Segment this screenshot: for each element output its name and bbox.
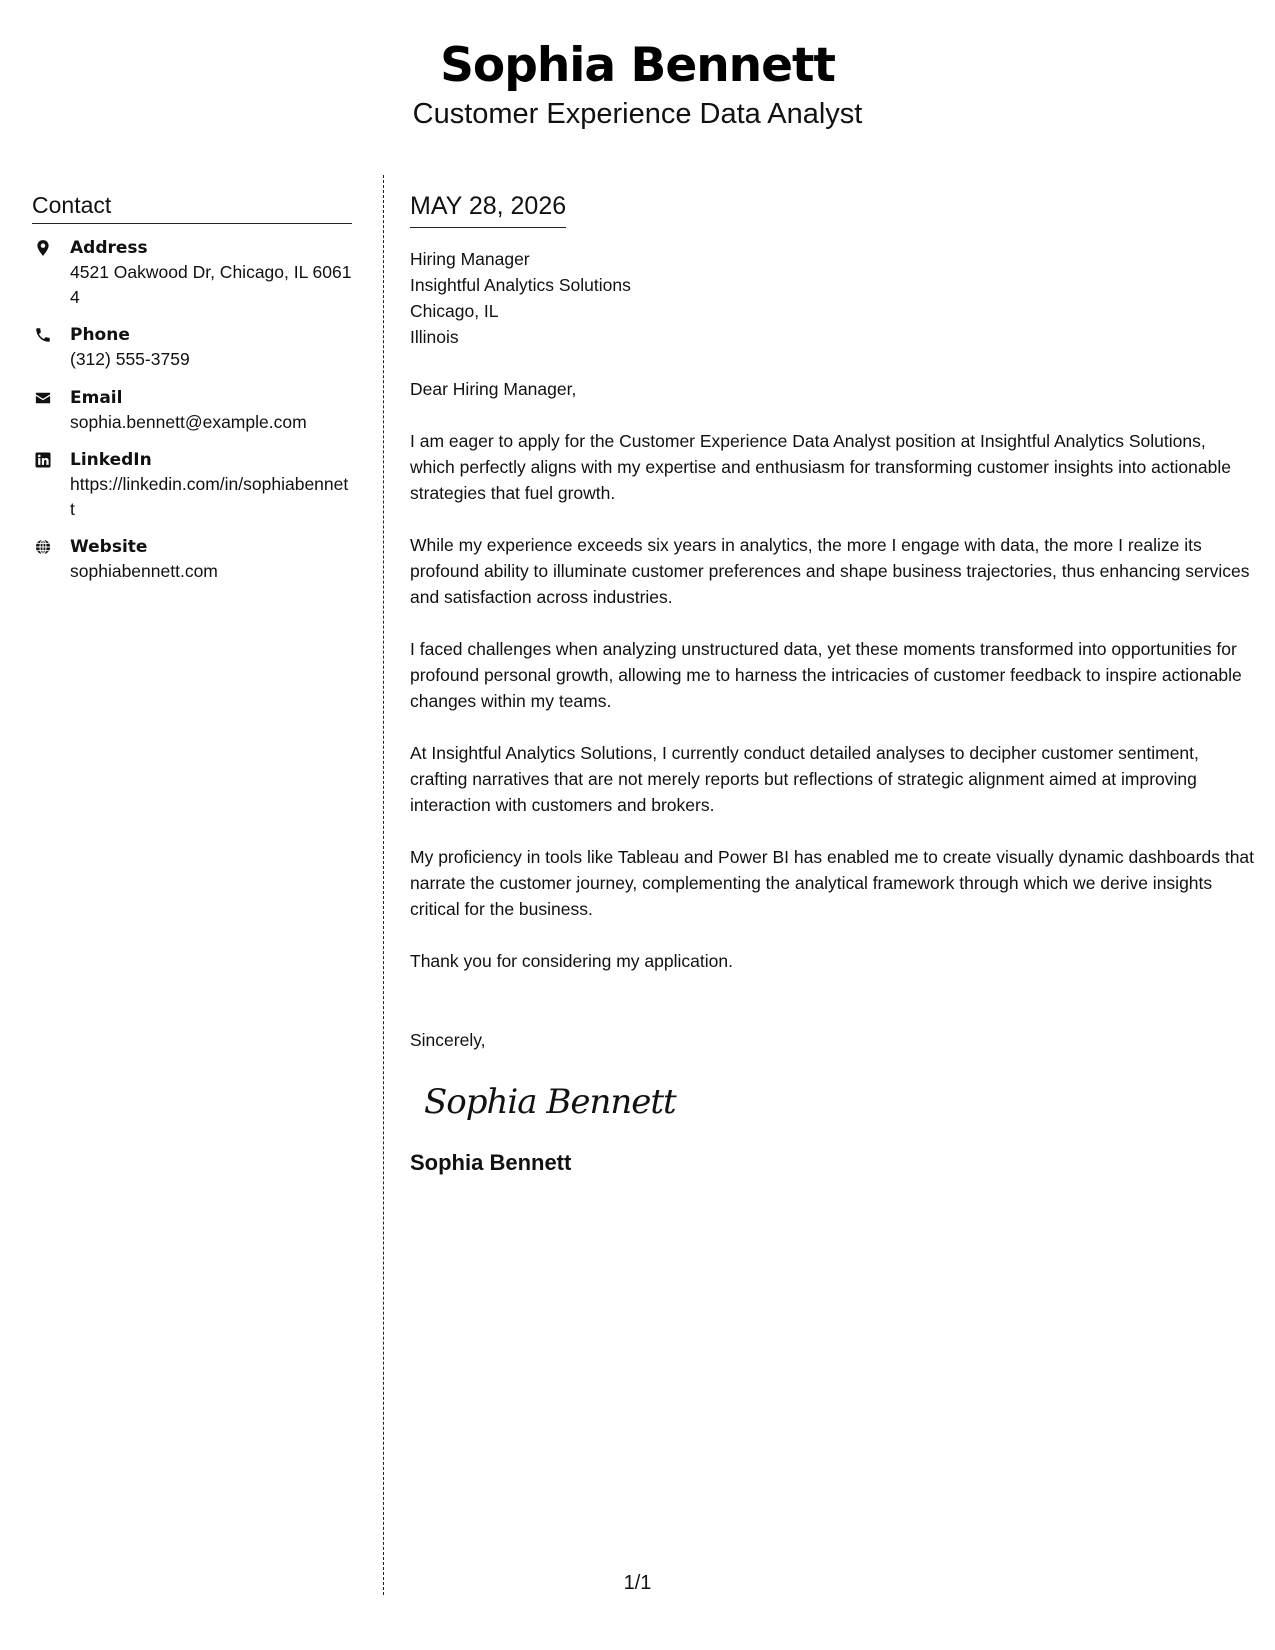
letter-body [410, 190, 1255, 1177]
recipient-line: Illinois [410, 327, 459, 347]
linkedin-label: LinkedIn [70, 450, 152, 470]
contact-item-linkedin [32, 448, 352, 521]
letter-date: MAY 28, 2026 [410, 190, 566, 228]
closing: Sincerely, [410, 1030, 486, 1050]
recipient-block [410, 246, 1255, 350]
letter-paragraph: My proficiency in tools like Tableau and Power BI has enabled me to create visually dynamic dashboards that narrate the customer journey, complementing the analytical framework through which we derive insights critical for the business. [410, 847, 1255, 919]
letter-header [0, 38, 1275, 132]
recipient-line: Hiring Manager [410, 249, 530, 269]
phone-label: Phone [70, 325, 130, 345]
page-number: 1/1 [623, 1572, 652, 1594]
contact-item-address [32, 236, 352, 309]
envelope-icon [32, 386, 70, 407]
phone-icon [32, 323, 70, 344]
map-pin-icon [32, 236, 70, 257]
globe-icon [32, 535, 70, 556]
email-label: Email [70, 387, 123, 408]
letter-paragraph: At Insightful Analytics Solutions, I currently conduct detailed analyses to decipher customer sentiment, crafting narratives that are not merely reports but reflections of strategic alignment aimed at improving interaction with customers and brokers. [410, 743, 1199, 815]
contact-item-email [32, 386, 352, 435]
recipient-line: Chicago, IL [410, 301, 499, 321]
contact-item-phone [32, 323, 352, 372]
contact-heading: Contact [32, 190, 352, 224]
contact-item-website [32, 535, 352, 584]
applicant-name: Sophia Bennett [440, 38, 835, 93]
letter-paragraph: Thank you for considering my application. [410, 951, 733, 971]
applicant-title: Customer Experience Data Analyst [412, 98, 863, 130]
contact-sidebar [32, 190, 352, 598]
address-label: Address [70, 238, 148, 258]
linkedin-value[interactable]: https://linkedin.com/in/sophiabennett [70, 474, 349, 519]
email-value[interactable]: sophia.bennett@example.com [70, 411, 307, 432]
recipient-line: Insightful Analytics Solutions [410, 275, 631, 295]
linkedin-icon [32, 448, 70, 469]
phone-value: (312) 555-3759 [70, 349, 190, 369]
signer-name: Sophia Bennett [410, 1150, 572, 1175]
letter-paragraph: I am eager to apply for the Customer Experience Data Analyst position at Insightful Analytics Solutions, which perfectly aligns with my expertise and enthusiasm for transforming customer insights into actionable strategies that fuel growth. [410, 431, 1231, 503]
letter-paragraph: I faced challenges when analyzing unstructured data, yet these moments transformed into opportunities for profound personal growth, allowing me to harness the intricacies of customer feedback to inspire actionable changes within my teams. [410, 639, 1242, 711]
column-divider [383, 175, 384, 1595]
letter-paragraph: While my experience exceeds six years in analytics, the more I engage with data, the more I realize its profound ability to illuminate customer preferences and shape business trajectories, thus enhancing services and satisfaction across industries. [410, 535, 1250, 607]
salutation: Dear Hiring Manager, [410, 379, 577, 399]
handwritten-signature: Sophia Bennett [424, 1082, 676, 1122]
website-value[interactable]: sophiabennett.com [70, 561, 218, 581]
website-label: Website [70, 537, 148, 557]
address-value: 4521 Oakwood Dr, Chicago, IL 60614 [70, 262, 352, 307]
